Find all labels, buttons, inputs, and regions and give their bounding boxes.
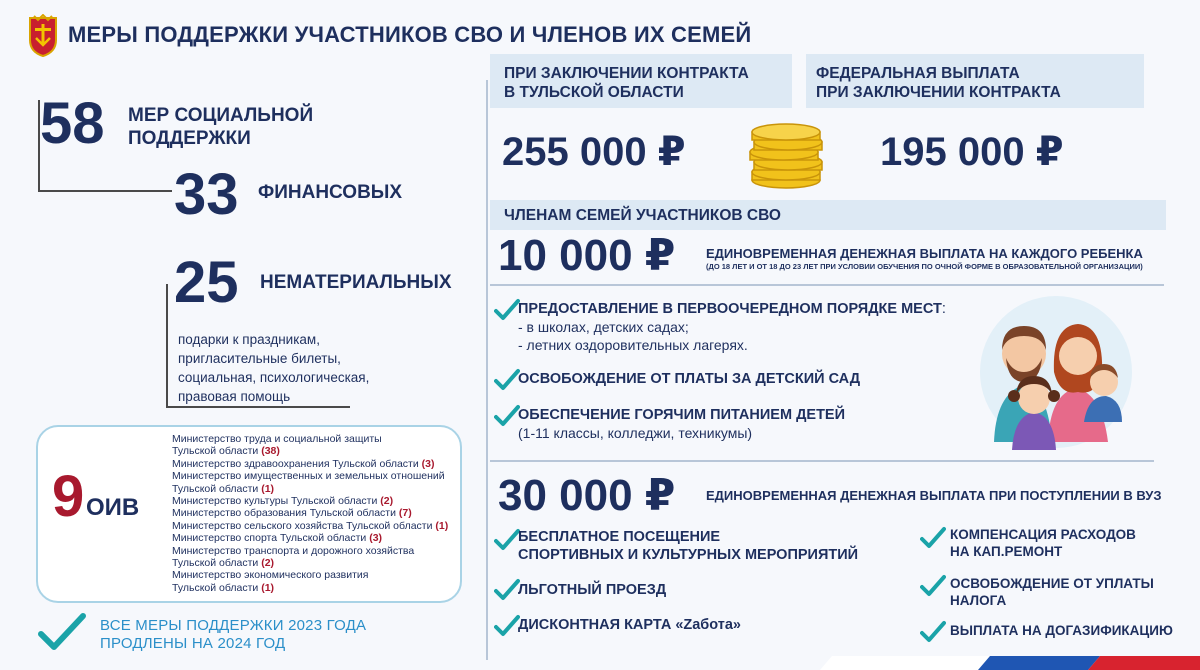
child-caption: ЕДИНОВРЕМЕННАЯ ДЕНЕЖНАЯ ВЫПЛАТА НА КАЖДОГО РЕБЕНКА — [706, 246, 1143, 261]
priority-places-list — [518, 318, 748, 354]
checkmark-icon — [494, 528, 520, 552]
list-item: Министерство экономического развития — [172, 569, 369, 582]
list-item: Министерство образования Тульской области (7) — [172, 507, 412, 520]
total-measures-number: 58 — [40, 91, 105, 156]
list-item: правовая помощь — [178, 389, 291, 404]
meals-sub: (1-11 классы, колледжи, техникумы) — [518, 425, 753, 441]
list-item: Министерство имущественных и земельных отношений — [172, 470, 445, 483]
regional-contract-head: ПРИ ЗАКЛЮЧЕНИИ КОНТРАКТА В ТУЛЬСКОЙ ОБЛАСТИ — [504, 65, 749, 101]
university-amount: 30 000 ₽ — [498, 471, 676, 520]
family-illustration — [976, 292, 1136, 450]
tula-emblem-icon — [26, 14, 60, 58]
oiv-number: 9 — [52, 464, 85, 529]
checkmark-icon — [920, 526, 946, 550]
family-head: ЧЛЕНАМ СЕМЕЙ УЧАСТНИКОВ СВО — [504, 207, 781, 224]
list-item: Тульской области (1) — [172, 482, 275, 495]
page-title: МЕРЫ ПОДДЕРЖКИ УЧАСТНИКОВ СВО И ЧЛЕНОВ ИХ СЕМЕЙ — [68, 22, 752, 47]
list-item: Тульской области (38) — [172, 445, 280, 458]
tree-line — [166, 406, 350, 408]
financial-label: ФИНАНСОВЫХ — [258, 182, 403, 203]
financial-number: 33 — [174, 162, 239, 227]
section-separator — [490, 460, 1154, 462]
travel-discount-item: ЛЬГОТНЫЙ ПРОЕЗД — [518, 582, 667, 598]
list-item: - в школах, детских садах; — [518, 319, 689, 335]
meals-item: ОБЕСПЕЧЕНИЕ ГОРЯЧИМ ПИТАНИЕМ ДЕТЕЙ — [518, 407, 846, 423]
checkmark-icon — [494, 404, 520, 428]
oiv-label: ОИВ — [86, 494, 140, 521]
checkmark-icon — [494, 614, 520, 638]
total-measures-label: МЕР СОЦИАЛЬНОЙ ПОДДЕРЖКИ — [128, 105, 314, 149]
ministries-list — [172, 433, 462, 594]
list-item: социальная, психологическая, — [178, 370, 370, 385]
list-item: Тульской области (1) — [172, 581, 275, 594]
list-item: Министерство транспорта и дорожного хозяйства — [172, 544, 415, 557]
tree-line — [166, 284, 168, 408]
list-item: Министерство труда и социальной защиты — [172, 433, 382, 445]
checkmark-icon — [494, 578, 520, 602]
kindergarten-item: ОСВОБОЖДЕНИЕ ОТ ПЛАТЫ ЗА ДЕТСКИЙ САД — [518, 371, 861, 387]
column-divider — [486, 80, 488, 660]
extension-note: ВСЕ МЕРЫ ПОДДЕРЖКИ 2023 ГОДА ПРОДЛЕНЫ НА 2024 ГОД — [100, 617, 367, 652]
regional-amount: 255 000 ₽ — [502, 130, 686, 174]
checkmark-icon — [920, 620, 946, 644]
discount-card-item: ДИСКОНТНАЯ КАРТА «Zабота» — [518, 617, 741, 633]
nonmaterial-number: 25 — [174, 250, 239, 315]
federal-amount: 195 000 ₽ — [880, 130, 1064, 174]
list-item: - летних оздоровительных лагерях. — [518, 337, 748, 353]
list-item: Министерство спорта Тульской области (3) — [172, 532, 383, 545]
list-item: подарки к праздникам, — [178, 332, 320, 347]
tree-line — [38, 190, 172, 192]
checkmark-icon — [494, 298, 520, 322]
tax-exemption-item: ОСВОБОЖДЕНИЕ ОТ УПЛАТЫ НАЛОГА — [950, 576, 1154, 608]
list-item: Тульской области (2) — [172, 557, 275, 570]
child-caption-small: (ДО 18 ЛЕТ И ОТ 18 ДО 23 ЛЕТ ПРИ УСЛОВИИ ОБУЧЕНИЯ ПО ОЧНОЙ ФОРМЕ В ОБРАЗОВАТЕЛЬНОЙ ОРГАНИЗАЦИИ) — [706, 262, 1143, 271]
list-item: пригласительные билеты, — [178, 351, 341, 366]
list-item: Министерство культуры Тульской области (2) — [172, 495, 394, 508]
priority-places-item: ПРЕДОСТАВЛЕНИЕ В ПЕРВООЧЕРЕДНОМ ПОРЯДКЕ МЕСТ: — [518, 301, 946, 317]
capital-repair-item: КОМПЕНСАЦИЯ РАСХОДОВ НА КАП.РЕМОНТ — [950, 527, 1136, 559]
nonmaterial-list — [178, 330, 369, 406]
checkmark-icon — [494, 368, 520, 392]
coins-icon — [746, 118, 828, 192]
federal-contract-head: ФЕДЕРАЛЬНАЯ ВЫПЛАТА ПРИ ЗАКЛЮЧЕНИИ КОНТРАКТА — [816, 65, 1061, 101]
tree-line — [38, 150, 40, 190]
list-item: Министерство здравоохранения Тульской области (3) — [172, 457, 435, 470]
flag-stripes-decoration — [810, 656, 1200, 670]
checkmark-icon — [920, 574, 946, 598]
checkmark-icon — [38, 612, 86, 652]
university-caption: ЕДИНОВРЕМЕННАЯ ДЕНЕЖНАЯ ВЫПЛАТА ПРИ ПОСТУПЛЕНИИ В ВУЗ — [706, 488, 1162, 503]
nonmaterial-label: НЕМАТЕРИАЛЬНЫХ — [260, 272, 452, 293]
section-separator — [490, 284, 1164, 286]
child-amount: 10 000 ₽ — [498, 231, 676, 280]
free-events-item: БЕСПЛАТНОЕ ПОСЕЩЕНИЕ СПОРТИВНЫХ И КУЛЬТУРНЫХ МЕРОПРИЯТИЙ — [518, 529, 859, 563]
list-item: Министерство сельского хозяйства Тульской области (1) — [172, 519, 449, 532]
gasification-item: ВЫПЛАТА НА ДОГАЗИФИКАЦИЮ — [950, 623, 1173, 638]
